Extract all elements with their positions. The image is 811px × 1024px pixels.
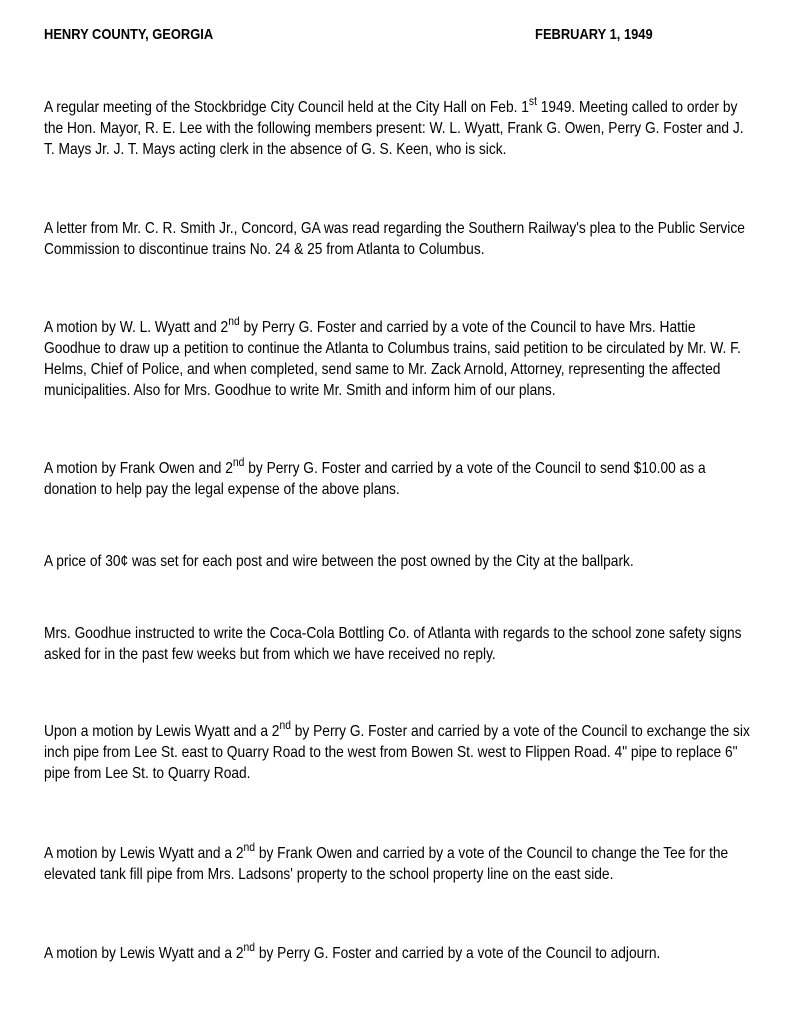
ordinal-suffix: nd: [243, 939, 255, 954]
ordinal-suffix: nd: [232, 454, 245, 469]
paragraph-text: by Perry G. Foster and carried by a vote of the Council to exchange the six inch pipe from Lee St. east to Quarry Road to the west from Bowen St. west to Flippen Road. 4" pipe to replace 6" pipe from Lee St. to Quarry Road.: [44, 723, 750, 782]
paragraph-text: A motion by Frank Owen and 2: [44, 460, 233, 477]
paragraph-text: Mrs. Goodhue instructed to write the Coca-Cola Bottling Co. of Atlanta with regards to the school zone safety signs asked for in the past few weeks but from which we have received no reply.: [44, 625, 742, 663]
paragraph-text: by Perry G. Foster and carried by a vote of the Council to send $10.00 as a donation to help pay the legal expense of the above plans.: [44, 460, 706, 498]
ordinal-suffix: st: [528, 93, 537, 108]
ordinal-suffix: nd: [243, 839, 255, 854]
header-county: HENRY COUNTY, GEORGIA: [44, 26, 214, 43]
paragraph-adjourn-motion: [44, 939, 754, 964]
paragraph-text: 1949. Meeting called to order by the Hon. Mayor, R. E. Lee with the following members present: W. L. Wyatt, Frank G. Owen, Perry G. Foster and J. T. Mays Jr. J. T. Mays acting clerk in the absence of G. S. Keen, who is sick.: [44, 99, 744, 158]
document-header: [44, 26, 663, 46]
paragraph-pipe-motion: [44, 717, 754, 784]
paragraph-petition-motion: [44, 313, 754, 401]
paragraph-meeting-opening: [44, 93, 754, 160]
paragraph-text: Upon a motion by Lewis Wyatt and a 2: [44, 723, 280, 740]
paragraph-letter: [44, 218, 754, 260]
paragraph-text: by Perry G. Foster and carried by a vote of the Council to have Mrs. Hattie Goodhue to draw up a petition to continue the Atlanta to Columbus trains, said petition to be circulated by Mr. W. F. Helms, Chief of Police, and when completed, send same to Mr. Zack Arnold, Attorney, representing the affected municipalities. Also for Mrs. Goodhue to write Mr. Smith and inform him of our plans.: [44, 319, 741, 399]
paragraph-coca-cola-letter: [44, 623, 754, 665]
ordinal-suffix: nd: [228, 313, 240, 328]
paragraph-text: by Frank Owen and carried by a vote of the Council to change the Tee for the elevated tank fill pipe from Mrs. Ladsons' property to the school property line on the east side.: [44, 845, 729, 883]
paragraph-text: A motion by Lewis Wyatt and a 2: [44, 845, 244, 862]
paragraph-text: A regular meeting of the Stockbridge City Council held at the City Hall on Feb. 1: [44, 99, 529, 116]
ordinal-suffix: nd: [279, 717, 291, 732]
paragraph-post-price: [44, 551, 754, 572]
paragraph-text: by Perry G. Foster and carried by a vote of the Council to adjourn.: [254, 945, 661, 962]
paragraph-text: A motion by W. L. Wyatt and 2: [44, 319, 229, 336]
paragraph-text: A price of 30¢ was set for each post and wire between the post owned by the City at the ballpark.: [44, 553, 634, 570]
paragraph-tee-motion: [44, 839, 754, 885]
paragraph-text: A motion by Lewis Wyatt and a 2: [44, 945, 244, 962]
header-date: FEBRUARY 1, 1949: [535, 26, 653, 43]
paragraph-text: A letter from Mr. C. R. Smith Jr., Concord, GA was read regarding the Southern Railway's plea to the Public Service Commission to discontinue trains No. 24 & 25 from Atlanta to Columbus.: [44, 220, 745, 258]
paragraph-donation-motion: [44, 454, 754, 500]
